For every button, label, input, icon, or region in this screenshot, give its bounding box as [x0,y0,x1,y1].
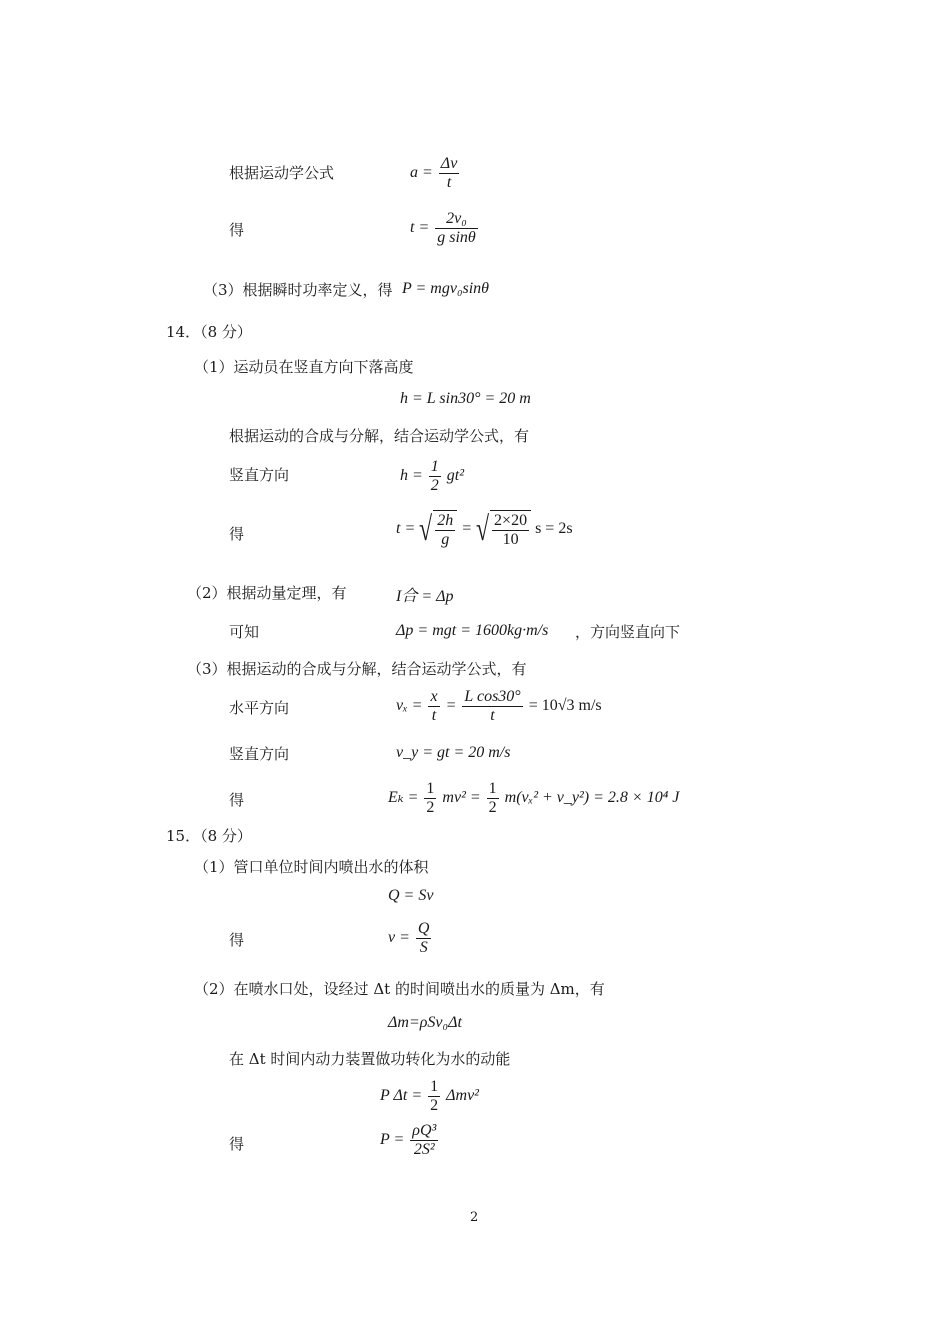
q14-part3: （3）根据运动的合成与分解，结合运动学公式，有 [187,660,527,678]
de-label-1: 得 [229,221,245,239]
q14-heading: 14．（8 分） [166,323,252,341]
formula-h-gt: h = $\frac{1}{2}$ gt² [400,458,465,494]
de-label-5: 得 [229,1135,245,1153]
horizontal-label: 水平方向 [229,699,290,717]
formula-vy: v_y = gt = 20 m/s [396,744,511,761]
formula-fall-time: t = √ $\frac{2h}{g}$ = √ $\frac{2\times 20}{10}$ s = 2s [396,511,573,548]
q15-heading: 15．（8 分） [166,827,252,845]
q15-part1: （1）管口单位时间内喷出水的体积 [194,858,429,876]
vertical-label: 竖直方向 [229,466,290,484]
formula-work: P Δt = $\frac{1}{2}$ Δmv² [380,1078,479,1114]
formula-velocity: v = $\frac{Q}{S}$ [388,920,430,956]
formula-acceleration: a = $\frac{\Delta v}{t}$ [410,155,458,191]
formula-power: P = $\frac{\text{ρQ³}}{\text{2S²}}$ [380,1122,437,1158]
q15-part2: （2）在喷水口处，设经过 Δt 的时间喷出水的质量为 Δm，有 [194,980,605,998]
formula-time: t = $\frac{\text{2v₀}}{\text{g sinθ}}$ [410,210,476,246]
formula-momentum-change: Δp = mgt = 1600kg·m/s [396,622,549,639]
page-number: 2 [470,1210,479,1225]
direction-text: ，方向竖直向下 [575,623,681,641]
formula-mass: Δm=ρSv₀Δt [388,1014,462,1031]
formula-instant-power: P = mgv₀sinθ [402,280,490,297]
q14-part2: （2）根据动量定理，有 [187,584,347,602]
formula-impulse: I合 = Δp [396,588,454,605]
q13-part3: （3）根据瞬时功率定义，得 [203,281,393,299]
formula-height: h = L sin30° = 20 m [400,390,531,407]
q15-part2-text: 在 Δt 时间内动力装置做功转化为水的动能 [229,1050,511,1068]
formula-kinetic-energy: Eₖ = $\frac{1}{2}$ mv² = $\frac{1}{2}$ m(vₓ² + v_y²) = 2.8 × 10⁴ J [388,780,680,816]
de-label-3: 得 [229,791,245,809]
kezhi-label: 可知 [229,623,260,641]
de-label-4: 得 [229,931,245,949]
q14-part1-text: 根据运动的合成与分解，结合运动学公式，有 [229,427,530,445]
formula-vx: vₓ = $\frac{x}{t}$ = $\frac{\text{L cos30°}}{t}$ = 10√3 m/s [396,688,602,724]
formula-flow: Q = Sv [388,887,434,904]
kinematics-label: 根据运动学公式 [229,164,335,182]
q14-part1: （1）运动员在竖直方向下落高度 [194,358,414,376]
vertical-label-2: 竖直方向 [229,745,290,763]
de-label-2: 得 [229,525,245,543]
